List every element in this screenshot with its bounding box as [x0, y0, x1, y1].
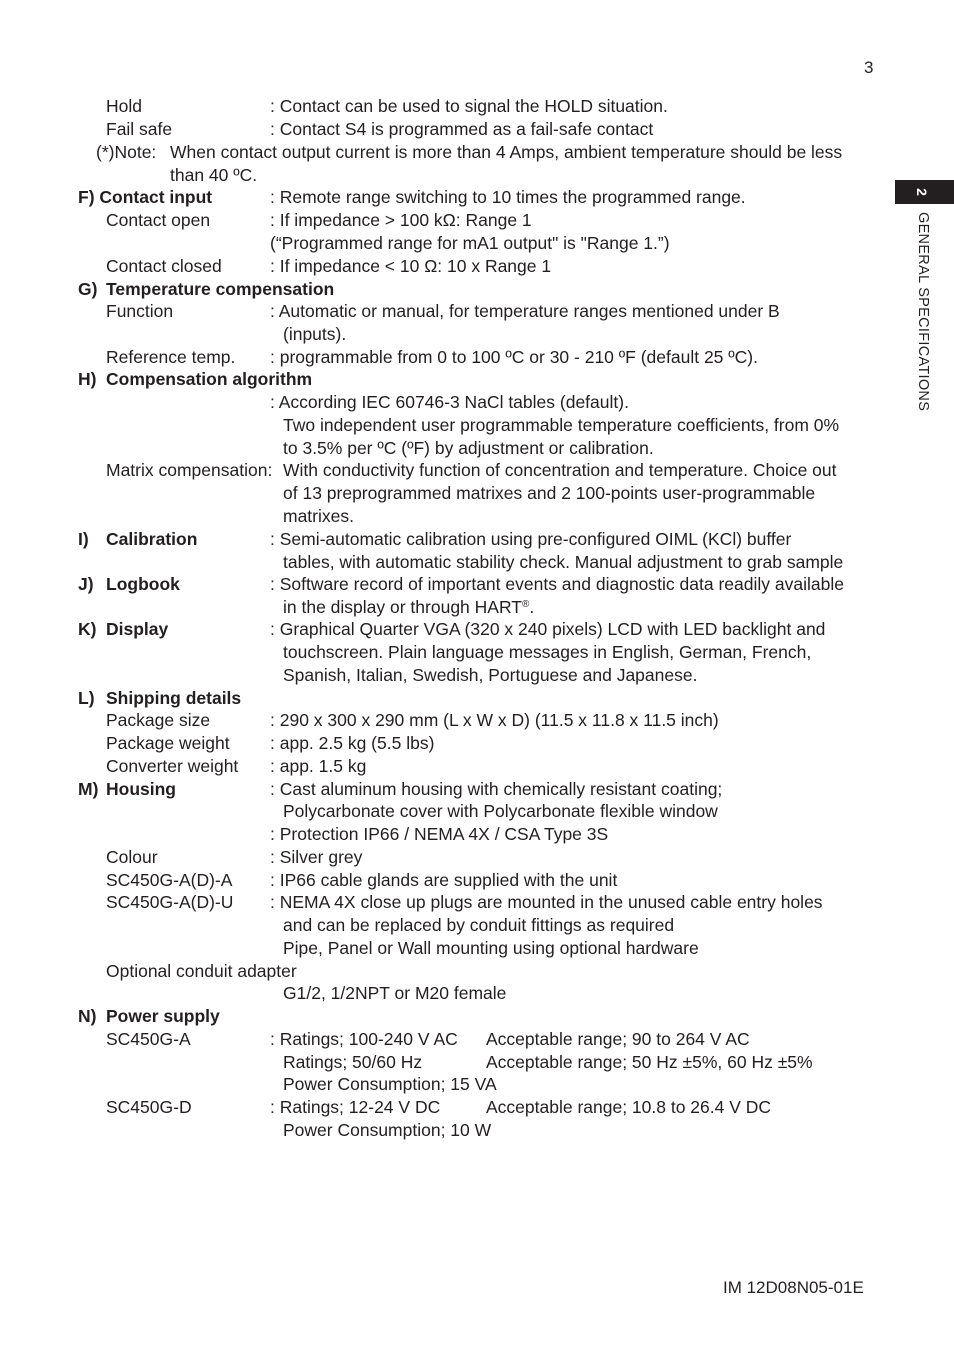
spec-text-line: [270, 255, 551, 277]
section-heading: [78, 1005, 96, 1027]
spec-text: tables, with automatic stability check. Manual adjustment to grab sample: [283, 552, 844, 572]
spec-text: Contact closed: [106, 256, 222, 276]
spec-text: Housing: [106, 779, 176, 799]
spec-text: : app. 2.5 kg (5.5 lbs): [270, 733, 435, 753]
spec-text-line: [270, 778, 722, 800]
document-id-footer: IM 12D08N05-01E: [723, 1278, 864, 1297]
spec-text: Power supply: [106, 1006, 220, 1026]
spec-text-line: [270, 573, 844, 595]
spec-text-line: [106, 869, 232, 891]
spec-text: SC450G-D: [106, 1097, 192, 1117]
spec-text-line: [106, 95, 142, 117]
spec-text: : Contact can be used to signal the HOLD situation.: [270, 96, 668, 116]
spec-text-line: [270, 618, 825, 640]
spec-text-line: [283, 459, 837, 481]
spec-text: Display: [106, 619, 169, 639]
spec-text-line: [283, 1051, 422, 1073]
spec-text-line: [106, 755, 238, 777]
spec-text: Shipping details: [106, 688, 242, 708]
spec-text-line: [283, 482, 815, 504]
spec-text: SC450G-A(D)-A: [106, 870, 233, 890]
spec-text: touchscreen. Plain language messages in English, German, French,: [283, 642, 812, 662]
spec-text-line: [106, 709, 210, 731]
spec-text-line: [106, 346, 235, 368]
spec-text-line: [96, 141, 156, 163]
spec-text: L): [78, 688, 95, 708]
spec-text-line: [486, 1051, 813, 1073]
spec-text: SC450G-A(D)-U: [106, 892, 234, 912]
spec-text: matrixes.: [283, 506, 354, 526]
spec-text: Package size: [106, 710, 211, 730]
spec-text: : If impedance > 100 kΩ: Range 1: [270, 210, 532, 230]
spec-text: Compensation algorithm: [106, 369, 313, 389]
spec-text: With conductivity function of concentration and temperature. Choice out: [283, 460, 837, 480]
spec-text-line: [106, 118, 172, 140]
spec-text: Optional conduit adapter: [106, 961, 297, 981]
spec-text-line: [270, 528, 791, 550]
section-heading: [78, 278, 97, 300]
spec-text: : Cast aluminum housing with chemically resistant coating;: [270, 779, 723, 799]
spec-text: J): [78, 574, 94, 594]
spec-text-line: [270, 391, 629, 413]
spec-text-line: [270, 869, 617, 891]
section-heading: [106, 573, 180, 595]
spec-text: (inputs).: [283, 324, 347, 344]
spec-text: Two independent user programmable temperature coefficients, from 0%: [283, 415, 840, 435]
spec-text-line: [106, 1028, 191, 1050]
spec-text-line: [283, 596, 534, 618]
spec-text: Pipe, Panel or Wall mounting using optional hardware: [283, 938, 699, 958]
spec-text: : Ratings; 100-240 V AC: [270, 1029, 458, 1049]
spec-text: Power Consumption; 10 W: [283, 1120, 492, 1140]
spec-text-line: [270, 732, 434, 754]
spec-text-line: [270, 118, 653, 140]
spec-text: and can be replaced by conduit fittings as required: [283, 915, 675, 935]
section-heading: [78, 368, 96, 390]
spec-text: than 40 ºC.: [170, 165, 258, 185]
spec-text-line: [486, 1028, 750, 1050]
spec-text-line: [106, 1096, 192, 1118]
spec-text: Acceptable range; 10.8 to 26.4 V DC: [486, 1097, 772, 1117]
spec-text: Converter weight: [106, 756, 239, 776]
spec-text: : Protection IP66 / NEMA 4X / CSA Type 3S: [270, 824, 609, 844]
spec-text: Colour: [106, 847, 158, 867]
spec-text-suffix: .: [529, 597, 535, 617]
spec-text: Package weight: [106, 733, 230, 753]
section-heading: [78, 186, 212, 208]
spec-text-line: [283, 914, 674, 936]
spec-text: G): [78, 279, 98, 299]
spec-text-line: [283, 982, 506, 1004]
spec-text: : Silver grey: [270, 847, 363, 867]
spec-text: I): [78, 529, 89, 549]
spec-text-line: [270, 346, 758, 368]
section-heading: [106, 687, 241, 709]
spec-text-line: [283, 437, 654, 459]
spec-text-line: [270, 95, 668, 117]
spec-text-line: [270, 209, 532, 231]
spec-text: M): [78, 779, 99, 799]
spec-text-line: [283, 800, 718, 822]
spec-text: Hold: [106, 96, 142, 116]
spec-text: Power Consumption; 15 VA: [283, 1074, 497, 1094]
spec-text: Fail safe: [106, 119, 173, 139]
spec-text-line: [106, 846, 158, 868]
spec-text: Spanish, Italian, Swedish, Portuguese and Japanese.: [283, 665, 698, 685]
spec-text-line: [283, 505, 354, 527]
spec-text: : app. 1.5 kg: [270, 756, 367, 776]
spec-text: Temperature compensation: [106, 279, 335, 299]
spec-text-line: [106, 255, 222, 277]
section-heading: [78, 778, 98, 800]
spec-text: Function: [106, 301, 174, 321]
spec-text-line: [106, 960, 297, 982]
spec-text-line: [283, 551, 843, 573]
page-number: 3: [864, 58, 874, 77]
spec-text: H): [78, 369, 97, 389]
section-heading: [78, 528, 89, 550]
spec-text: : 290 x 300 x 290 mm (L x W x D) (11.5 x 11.8 x 11.5 inch): [270, 710, 719, 730]
spec-text-line: [270, 300, 780, 322]
section-heading: [106, 1005, 220, 1027]
spec-text-line: [283, 414, 839, 436]
spec-text: Ratings; 50/60 Hz: [283, 1052, 423, 1072]
spec-text-line: [270, 846, 362, 868]
spec-text: K): [78, 619, 97, 639]
spec-text: : Contact S4 is programmed as a fail-safe contact: [270, 119, 654, 139]
spec-text-line: [270, 186, 746, 208]
spec-text: SC450G-A: [106, 1029, 191, 1049]
spec-text-line: [106, 891, 233, 913]
spec-text: F) Contact input: [78, 187, 213, 207]
spec-text-line: [283, 323, 346, 345]
spec-text-line: [106, 300, 173, 322]
spec-text-line: [270, 823, 608, 845]
spec-text-line: [106, 732, 230, 754]
spec-text-line: [283, 664, 697, 686]
spec-text-line: [270, 1028, 458, 1050]
spec-text-line: [270, 232, 670, 254]
spec-text: (“Programmed range for mA1 output" is "Range 1.”): [270, 233, 670, 253]
spec-text-line: [170, 164, 257, 186]
spec-text: in the display or through HART: [283, 597, 522, 617]
spec-text-line: [283, 1073, 497, 1095]
spec-text: : NEMA 4X close up plugs are mounted in the unused cable entry holes: [270, 892, 823, 912]
spec-text-line: [283, 641, 811, 663]
spec-text: G1/2, 1/2NPT or M20 female: [283, 983, 507, 1003]
spec-text-line: [170, 141, 842, 163]
spec-text: : If impedance < 10 Ω: 10 x Range 1: [270, 256, 552, 276]
spec-text-line: [486, 1096, 771, 1118]
spec-text-line: [270, 891, 823, 913]
spec-text: Matrix compensation:: [106, 460, 273, 480]
spec-text: : According IEC 60746-3 NaCl tables (default).: [270, 392, 629, 412]
spec-text: Acceptable range; 90 to 264 V AC: [486, 1029, 750, 1049]
spec-text-line: [270, 1096, 440, 1118]
spec-text: : Remote range switching to 10 times the programmed range.: [270, 187, 746, 207]
spec-text: Contact open: [106, 210, 211, 230]
spec-text: When contact output current is more than 4 Amps, ambient temperature should be less: [170, 142, 843, 162]
spec-text-line: [283, 937, 699, 959]
spec-text: (*)Note:: [96, 142, 157, 162]
section-heading: [78, 618, 96, 640]
spec-text: : Semi-automatic calibration using pre-configured OIML (KCl) buffer: [270, 529, 792, 549]
spec-text-line: [283, 1119, 491, 1141]
spec-text-line: [106, 459, 272, 481]
section-heading: [78, 573, 94, 595]
spec-text: of 13 preprogrammed matrixes and 2 100-points user-programmable: [283, 483, 816, 503]
section-heading: [106, 528, 197, 550]
spec-text: : programmable from 0 to 100 ºC or 30 - 210 ºF (default 25 ºC).: [270, 347, 759, 367]
section-heading: [106, 778, 176, 800]
spec-text: Acceptable range; 50 Hz ±5%, 60 Hz ±5%: [486, 1052, 813, 1072]
spec-text: : Graphical Quarter VGA (320 x 240 pixels) LCD with LED backlight and: [270, 619, 826, 639]
spec-text: N): [78, 1006, 97, 1026]
spec-text: : Ratings; 12-24 V DC: [270, 1097, 441, 1117]
spec-text: : Automatic or manual, for temperature ranges mentioned under B: [270, 301, 780, 321]
section-heading: [106, 618, 168, 640]
spec-text: Calibration: [106, 529, 198, 549]
spec-text-line: [270, 709, 719, 731]
section-heading: [78, 687, 95, 709]
spec-text: Polycarbonate cover with Polycarbonate flexible window: [283, 801, 718, 821]
spec-text: : IP66 cable glands are supplied with the unit: [270, 870, 618, 890]
spec-text: to 3.5% per ºC (ºF) by adjustment or calibration.: [283, 438, 654, 458]
spec-text: Reference temp.: [106, 347, 236, 367]
section-heading: [106, 278, 334, 300]
spec-text: Logbook: [106, 574, 180, 594]
registered-mark: ®: [521, 599, 530, 610]
chapter-tab-label: GENERAL SPECIFICATIONS: [915, 212, 931, 412]
section-heading: [106, 368, 312, 390]
spec-text-line: [106, 209, 210, 231]
spec-text-line: [270, 755, 366, 777]
spec-text: : Software record of important events and diagnostic data readily available: [270, 574, 844, 594]
chapter-tab-number: 2: [913, 188, 930, 196]
